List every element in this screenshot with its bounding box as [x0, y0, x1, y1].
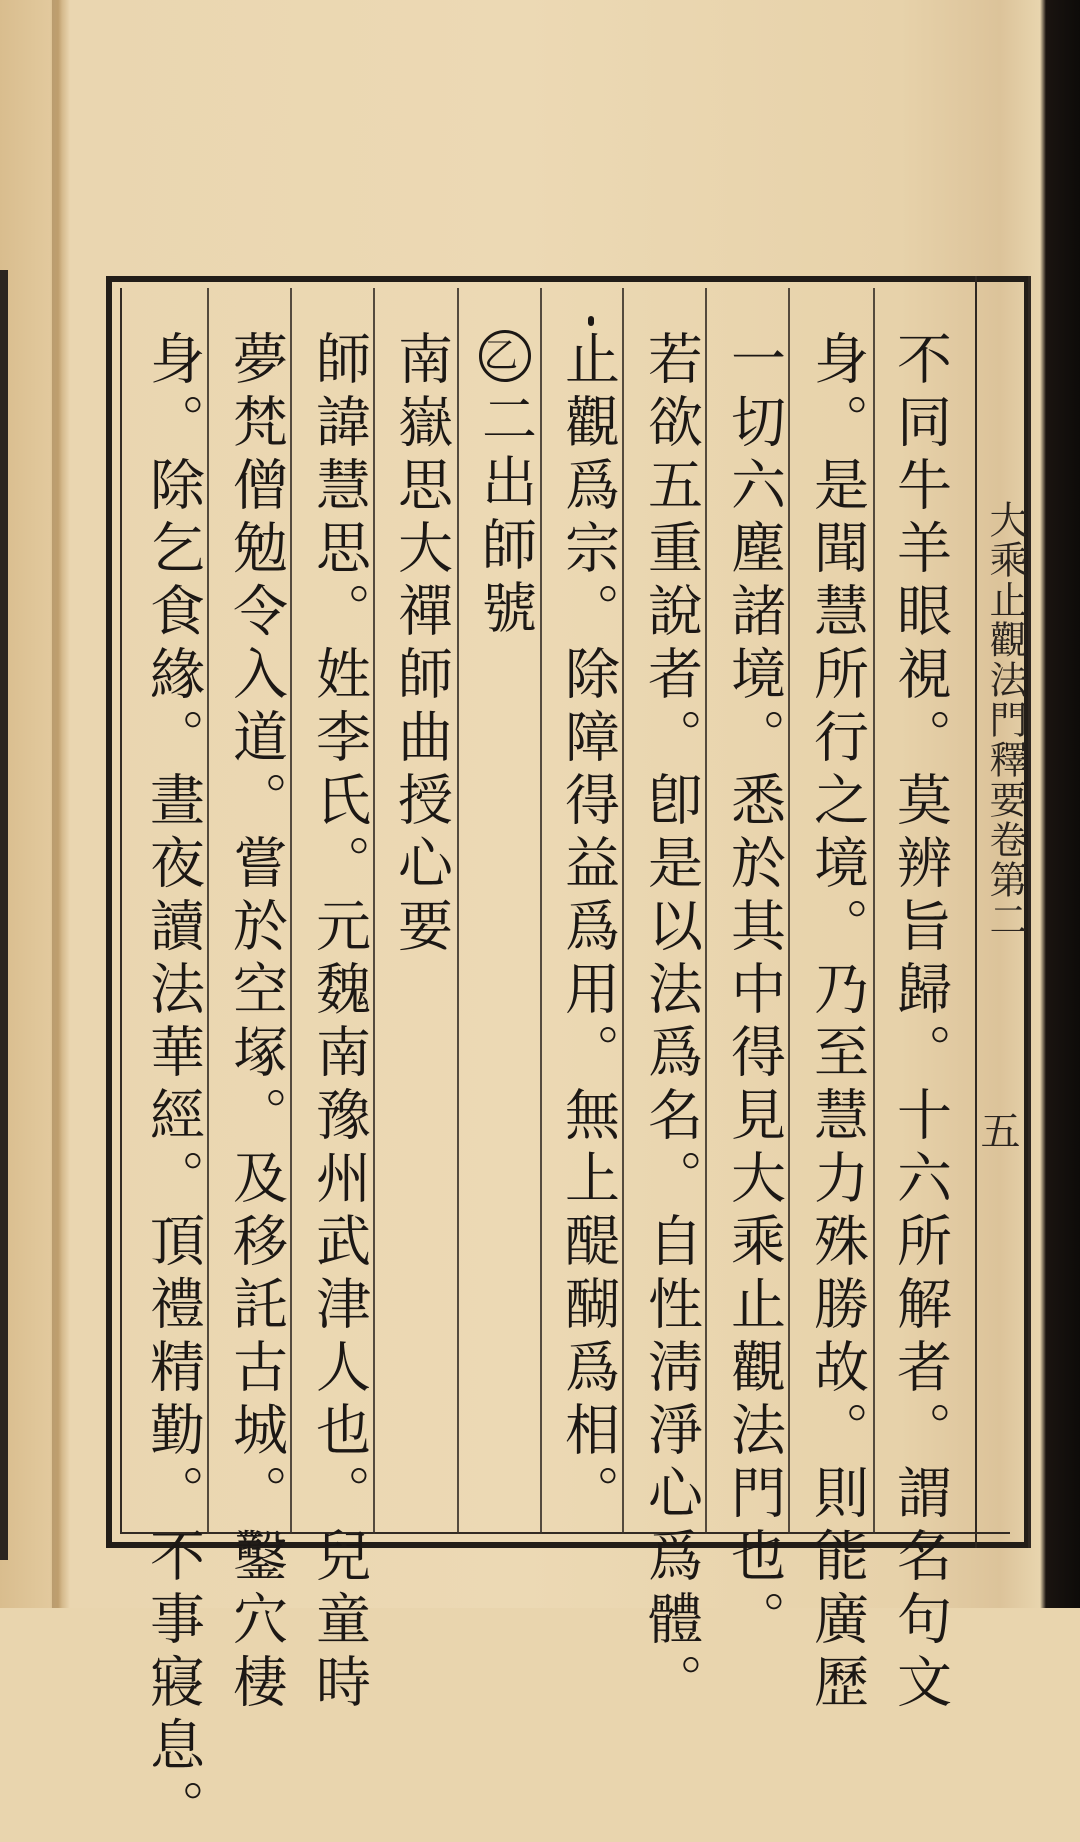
section-heading: 二出師號 — [473, 390, 537, 642]
text-column-7: 南嶽思大禪師曲授心要 — [389, 330, 453, 960]
ink-blot — [588, 316, 594, 326]
text-column-5: 止觀爲宗。除障得益爲用。無上醍醐爲相。 — [556, 330, 620, 1527]
column-rule — [873, 288, 875, 1534]
page-number: 五 — [974, 1110, 1020, 1150]
margin-rule — [1028, 276, 1031, 1548]
previous-page-edge — [0, 270, 8, 1560]
text-column-8: 師諱慧思。姓李氏。元魏南豫州武津人也。兒童時 — [307, 330, 371, 1716]
text-column-3: 一切六塵諸境。悉於其中得見大乘止觀法門也。 — [722, 330, 786, 1653]
margin-rule — [975, 276, 977, 1548]
text-column-4: 若欲五重說者。卽是以法爲名。自性淸淨心爲體。 — [639, 330, 703, 1716]
column-rule — [540, 288, 542, 1534]
book-title-margin: 大乘止觀法門釋要卷第二 — [983, 500, 1027, 940]
text-column-2: 身。是聞慧所行之境。乃至慧力殊勝故。則能廣歷 — [805, 330, 869, 1716]
text-column-1: 不同牛羊眼視。莫辨旨歸。十六所解者。謂名句文 — [888, 330, 952, 1716]
text-column-9: 夢梵僧勉令入道。嘗於空塚。及移託古城。鑿穴棲 — [224, 330, 288, 1716]
section-heading-column — [470, 330, 540, 642]
section-marker: 乙 — [479, 330, 531, 382]
text-column-10: 身。除乞食緣。晝夜讀法華經。頂禮精勤。不事寢息。 — [141, 330, 205, 1842]
column-rule — [457, 288, 459, 1534]
binding-fold — [52, 0, 62, 1608]
